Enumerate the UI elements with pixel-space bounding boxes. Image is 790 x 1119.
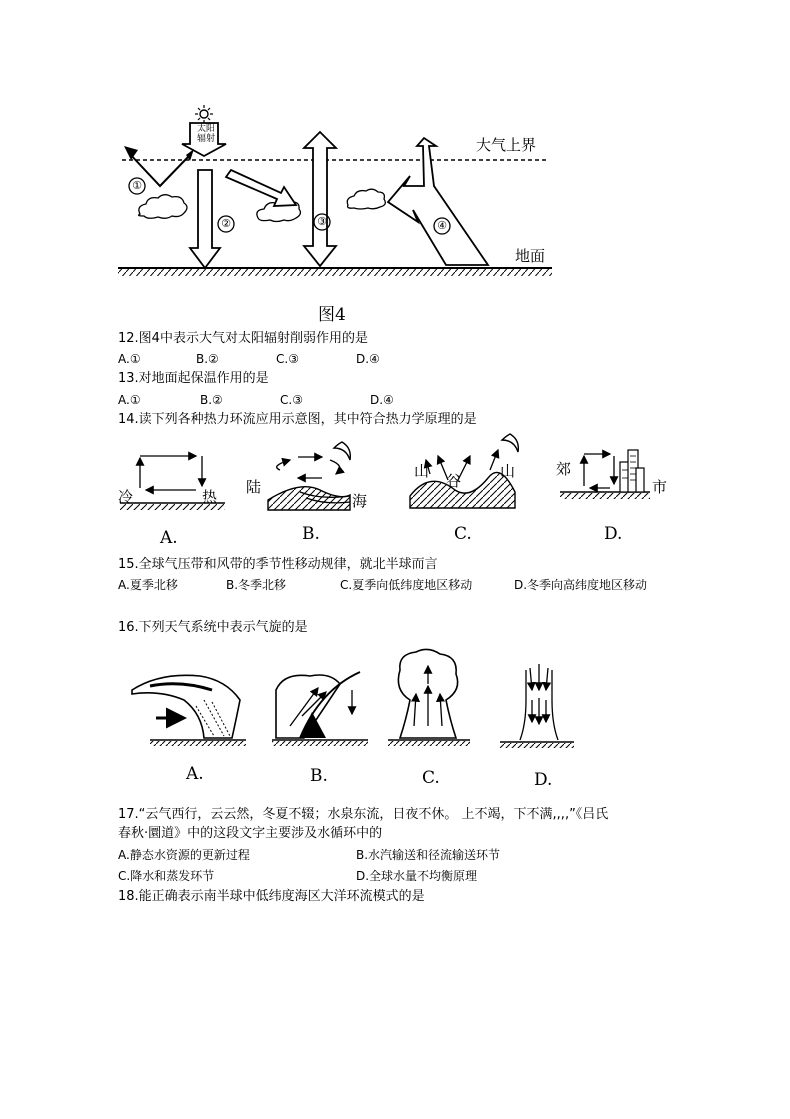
q14-caption-c: C. <box>454 524 472 544</box>
question-17-option-d: D.全球水量不均衡原理 <box>356 869 478 883</box>
question-12-stem: 12.图4中表示大气对太阳辐射削弱作用的是 <box>118 331 368 346</box>
ground-label: 地面 <box>515 247 546 265</box>
question-18-stem: 18.能正确表示南半球中低纬度海区大洋环流模式的是 <box>118 889 425 904</box>
q16-caption-d: D. <box>534 770 553 790</box>
atmosphere-top-label: 大气上界 <box>476 136 537 154</box>
question-17-option-a: A.静态水资源的更新过程 <box>118 848 250 862</box>
label-valley: 谷 <box>446 472 462 490</box>
question-12-option-c: C.③ <box>276 352 299 366</box>
question-17-stem-line-1: 17.“云气西行，云云然，冬夏不辍；水泉东流，日夜不休。 上不竭，下不满,,,,”《吕氏 <box>118 807 609 822</box>
q16-caption-a: A. <box>186 764 204 784</box>
question-15-option-b: B.冬季北移 <box>226 578 287 592</box>
label-sea: 海 <box>352 492 368 510</box>
marker-3: ③ <box>317 215 327 228</box>
question-17-stem-line-2: 春秋·圜道》中的这段文字主要涉及水循环中的 <box>118 826 383 841</box>
label-mountain-left: 山 <box>414 462 430 480</box>
sun-label: 太阳辐射 <box>196 124 215 144</box>
q14-caption-b: B. <box>302 524 320 544</box>
question-12-option-b: B.② <box>196 352 219 366</box>
question-14-stem: 14.读下列各种热力环流应用示意图，其中符合热力学原理的是 <box>118 412 477 427</box>
weather-a-front <box>132 675 246 746</box>
question-13-option-d: D.④ <box>370 393 394 407</box>
question-15-option-c: C.夏季向低纬度地区移动 <box>340 578 473 592</box>
marker-4: ④ <box>437 219 447 232</box>
question-13-option-a: A.① <box>118 393 141 407</box>
question-16-stem: 16.下列天气系统中表示气旋的是 <box>118 620 308 635</box>
weather-d-anticyclone <box>500 664 574 748</box>
question-13-stem: 13.对地面起保温作用的是 <box>118 371 269 386</box>
question-17-option-c: C.降水和蒸发环节 <box>118 869 215 883</box>
marker-1: ① <box>132 179 142 192</box>
q16-caption-b: B. <box>310 766 328 786</box>
question-15-stem: 15.全球气压带和风带的季节性移动规律，就北半球而言 <box>118 557 438 572</box>
q16-caption-c: C. <box>422 768 440 788</box>
label-city: 市 <box>652 478 668 496</box>
label-land: 陆 <box>246 478 262 496</box>
question-17-option-b: B.水汽输送和径流输送环节 <box>356 848 501 862</box>
question-13-option-b: B.② <box>200 393 223 407</box>
figure-4-caption: 图4 <box>318 305 346 325</box>
question-12-option-d: D.④ <box>356 352 380 366</box>
label-suburb: 郊 <box>556 460 572 478</box>
question-15-option-a: A.夏季北移 <box>118 578 178 592</box>
marker-2: ② <box>221 217 231 230</box>
label-cold: 冷 <box>118 488 134 506</box>
q14-caption-d: D. <box>604 524 623 544</box>
weather-c-cyclone <box>388 649 470 746</box>
question-15-option-d: D.冬季向高纬度地区移动 <box>514 578 648 592</box>
weather-b-front <box>272 672 368 746</box>
label-hot: 热 <box>202 488 218 506</box>
question-12-option-a: A.① <box>118 352 141 366</box>
question-13-option-c: C.③ <box>280 393 303 407</box>
label-mountain-right: 山 <box>500 462 516 480</box>
q14-caption-a: A. <box>160 528 178 548</box>
